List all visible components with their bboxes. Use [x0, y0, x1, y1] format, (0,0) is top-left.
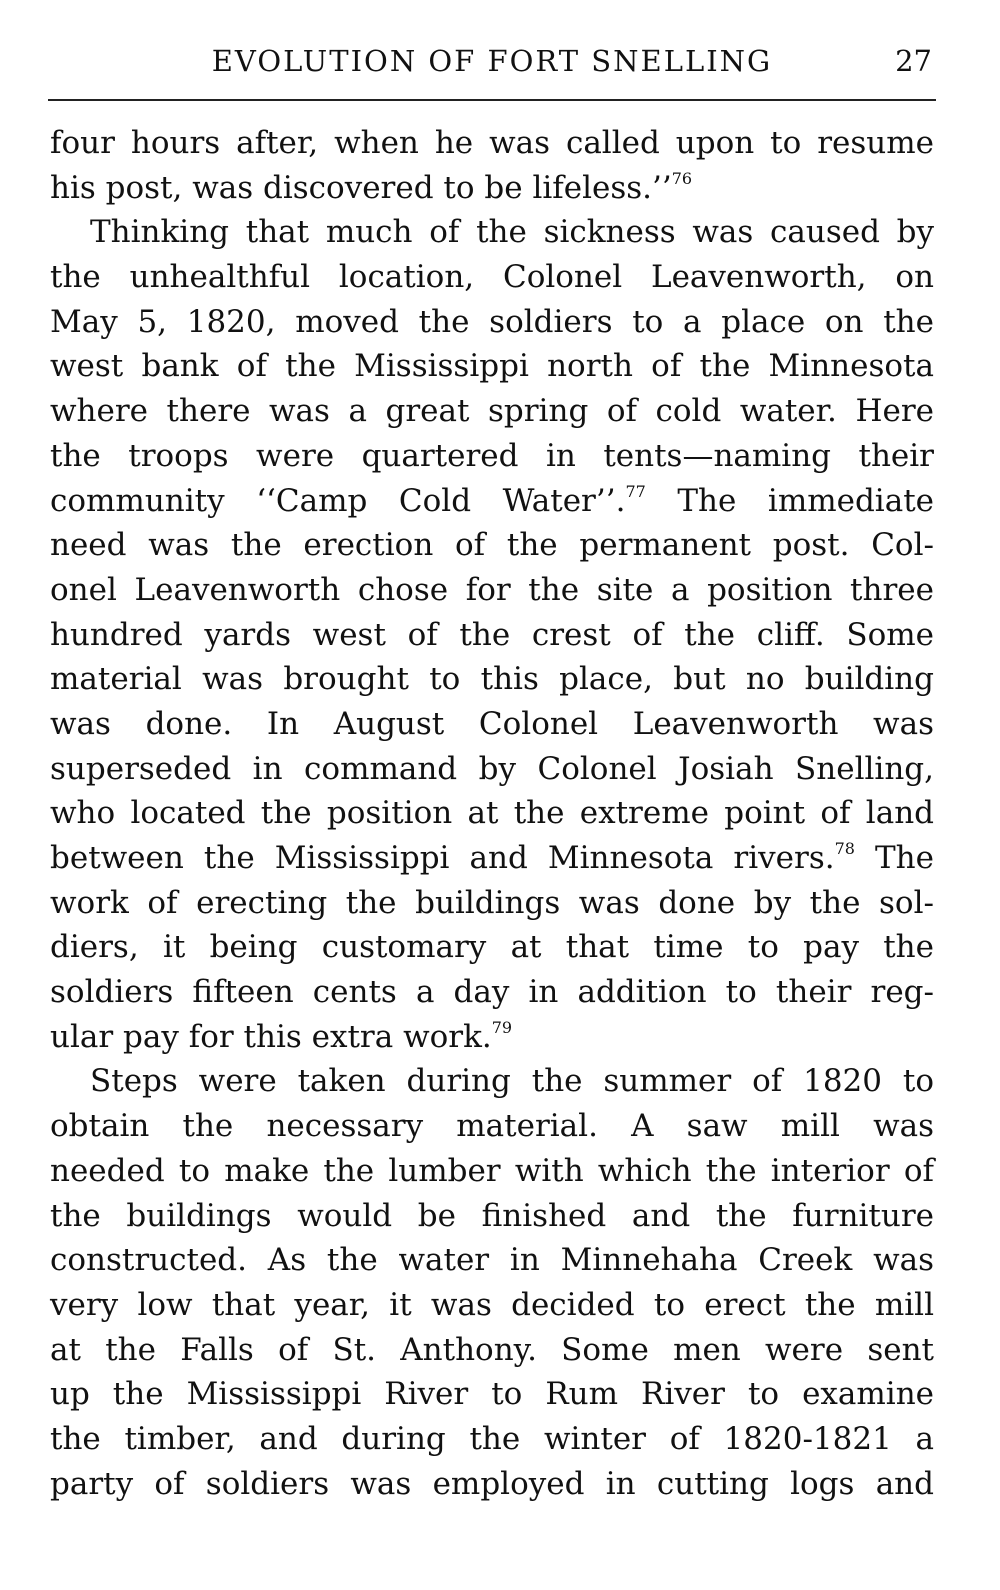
text-line	[50, 1059, 934, 1104]
text-line	[50, 255, 934, 300]
line-text: material was brought to this place, but no building	[50, 661, 934, 698]
line-text: who located the position at the extreme point of land	[50, 795, 934, 832]
paragraph	[50, 121, 934, 210]
line-text: May 5, 1820, moved the soldiers to a place on the	[50, 303, 934, 340]
text-line	[50, 1417, 934, 1462]
running-title: EVOLUTION OF FORT SNELLING	[211, 44, 773, 78]
line-text: the timber, and during the winter of 1820-1821 a	[50, 1420, 934, 1457]
text-line	[50, 1372, 934, 1417]
line-text: between the Mississippi and Minnesota rivers.	[50, 840, 835, 876]
text-line	[50, 210, 934, 255]
text-line	[50, 1283, 934, 1328]
line-text: superseded in command by Colonel Josiah Snelling,	[50, 750, 934, 787]
line-text-continued: The immediate	[645, 482, 934, 519]
line-text: soldiers fifteen cents a day in addition to their reg-	[50, 974, 934, 1011]
text-line	[50, 791, 934, 836]
text-line	[50, 657, 934, 702]
text-line	[50, 523, 934, 568]
line-text: west bank of the Mississippi north of the Minnesota	[50, 348, 934, 385]
line-text: ular pay for this extra work.	[50, 1018, 492, 1055]
line-text: the unhealthful location, Colonel Leavenworth, on	[50, 259, 934, 296]
line-text: his post, was discovered to be lifeless.’’	[50, 169, 672, 206]
line-text: obtain the necessary material. A saw mill was	[50, 1108, 934, 1145]
text-line	[50, 568, 934, 613]
text-line	[50, 613, 934, 658]
line-text: Thinking that much of the sickness was caused by	[90, 214, 934, 251]
line-text: four hours after, when he was called upon to resume	[50, 125, 934, 161]
line-text: hundred yards west of the crest of the cliff. Some	[50, 616, 934, 653]
page-header	[50, 40, 934, 90]
line-text: up the Mississippi River to Rum River to examine	[50, 1376, 934, 1413]
line-text: at the Falls of St. Anthony. Some men were sent	[50, 1331, 934, 1368]
footnote-marker: 78	[834, 839, 855, 858]
text-line	[50, 702, 934, 747]
text-line	[50, 389, 934, 434]
line-text: the troops were quartered in tents—naming their	[50, 437, 934, 474]
line-text: party of soldiers was employed in cutting logs and	[50, 1465, 934, 1502]
footnote-marker: 79	[491, 1017, 513, 1037]
text-line	[50, 1015, 934, 1060]
text-line	[50, 1104, 934, 1149]
line-text: community ‘‘Camp Cold Water’’.	[50, 482, 626, 519]
body-text	[50, 121, 934, 1506]
line-text: Steps were taken during the summer of 1820 to	[90, 1063, 934, 1100]
text-line	[50, 881, 934, 926]
text-line	[50, 300, 934, 345]
line-text: was done. In August Colonel Leavenworth was	[50, 705, 934, 742]
line-text: very low that year, it was decided to erect the mill	[50, 1286, 934, 1323]
paragraph	[50, 1059, 934, 1506]
line-text: need was the erection of the permanent post. Col-	[50, 527, 934, 564]
text-line	[50, 1238, 934, 1283]
text-line	[50, 166, 934, 211]
paragraph	[50, 210, 934, 1059]
line-text-continued: The	[854, 840, 934, 876]
text-line	[50, 1194, 934, 1239]
text-line	[50, 1328, 934, 1373]
text-line	[50, 1149, 934, 1194]
footnote-marker: 76	[671, 168, 693, 188]
line-text: work of erecting the buildings was done by the sol-	[50, 884, 934, 921]
line-text: the buildings would be finished and the furniture	[50, 1197, 934, 1234]
text-line	[50, 121, 934, 166]
text-line	[50, 344, 934, 389]
text-line	[50, 479, 934, 524]
text-line	[50, 1462, 934, 1507]
text-line	[50, 434, 934, 479]
page-number: 27	[895, 44, 932, 78]
text-line	[50, 747, 934, 792]
line-text: needed to make the lumber with which the interior of	[50, 1152, 934, 1189]
text-line	[50, 970, 934, 1015]
text-line	[50, 925, 934, 970]
header-rule	[48, 99, 936, 101]
footnote-marker: 77	[625, 481, 646, 501]
line-text: constructed. As the water in Minnehaha Creek was	[50, 1242, 934, 1279]
line-text: diers, it being customary at that time to pay the	[50, 929, 934, 966]
line-text: onel Leavenworth chose for the site a position three	[50, 571, 934, 608]
line-text: where there was a great spring of cold water. Here	[50, 393, 934, 430]
text-line	[50, 836, 934, 881]
